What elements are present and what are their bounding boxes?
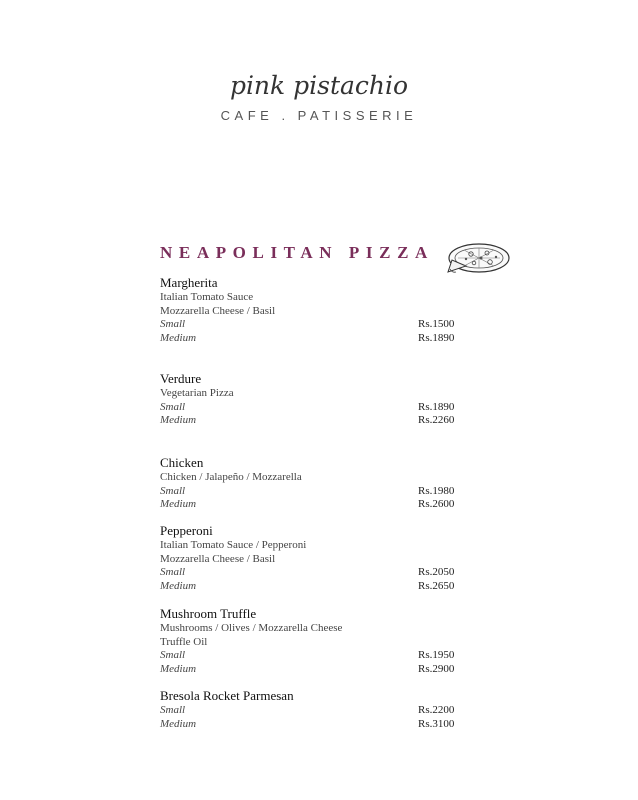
item-name: Chicken xyxy=(160,455,204,470)
item-desc: Italian Tomato Sauce / Pepperoni xyxy=(160,539,307,551)
price: Rs.2900 xyxy=(418,662,455,675)
item-desc: Mushrooms / Olives / Mozzarella Cheese xyxy=(160,622,343,634)
size-label: Small xyxy=(160,484,186,497)
price-row xyxy=(160,318,460,332)
size-label: Medium xyxy=(160,414,197,426)
menu-item xyxy=(160,371,460,428)
menu-item xyxy=(160,275,460,345)
price-row xyxy=(160,485,460,499)
brand-logo-script xyxy=(229,64,409,108)
size-label: Small xyxy=(160,566,186,578)
price: Rs.2050 xyxy=(418,566,455,578)
item-desc: Truffle Oil xyxy=(160,635,208,648)
price-row xyxy=(160,414,460,428)
price-row xyxy=(160,566,460,580)
price: Rs.3100 xyxy=(418,717,455,730)
size-label: Small xyxy=(160,704,186,716)
size-label: Medium xyxy=(160,331,197,344)
item-name: Mushroom Truffle xyxy=(160,606,257,621)
price-row xyxy=(160,401,460,415)
size-label: Medium xyxy=(160,662,197,675)
price: Rs.1890 xyxy=(418,400,455,413)
size-label: Medium xyxy=(160,717,197,730)
item-desc: Vegetarian Pizza xyxy=(160,387,234,399)
menu-item xyxy=(160,523,460,593)
menu-item xyxy=(160,455,460,512)
item-name: Bresola Rocket Parmesan xyxy=(160,688,294,703)
size-label: Small xyxy=(160,400,186,413)
item-name: Verdure xyxy=(160,371,202,386)
price-row xyxy=(160,663,460,677)
price-row xyxy=(160,649,460,663)
price: Rs.1890 xyxy=(418,331,455,344)
item-name: Margherita xyxy=(160,275,218,290)
item-name: Pepperoni xyxy=(160,523,213,538)
item-desc: Mozzarella Cheese / Basil xyxy=(160,552,276,565)
menu-item xyxy=(160,688,460,731)
size-label: Medium xyxy=(160,579,197,592)
section-title: NEAPOLITAN PIZZA xyxy=(160,243,434,262)
price-row xyxy=(160,580,460,594)
price-row xyxy=(160,704,460,718)
price: Rs.2600 xyxy=(418,498,455,510)
menu-item xyxy=(160,606,460,676)
size-label: Medium xyxy=(160,498,197,510)
price: Rs.2200 xyxy=(418,704,455,716)
price-row xyxy=(160,498,460,512)
price-row xyxy=(160,332,460,346)
item-desc: Chicken / Jalapeño / Mozzarella xyxy=(160,471,302,483)
price: Rs.1950 xyxy=(418,649,455,661)
price-row xyxy=(160,718,460,732)
brand-subtitle: CAFE . PATISSERIE xyxy=(220,108,418,123)
item-desc: Italian Tomato Sauce xyxy=(160,291,254,303)
item-desc: Mozzarella Cheese / Basil xyxy=(160,304,276,317)
price: Rs.1980 xyxy=(418,484,455,497)
price: Rs.2650 xyxy=(418,579,455,592)
brand-logo xyxy=(0,64,638,110)
size-label: Small xyxy=(160,318,186,330)
price: Rs.1500 xyxy=(418,318,455,330)
pizza-icon xyxy=(446,236,512,276)
price: Rs.2260 xyxy=(418,414,455,426)
svg-text:pink pistachio: pink pistachio xyxy=(229,71,409,100)
size-label: Small xyxy=(160,649,186,661)
